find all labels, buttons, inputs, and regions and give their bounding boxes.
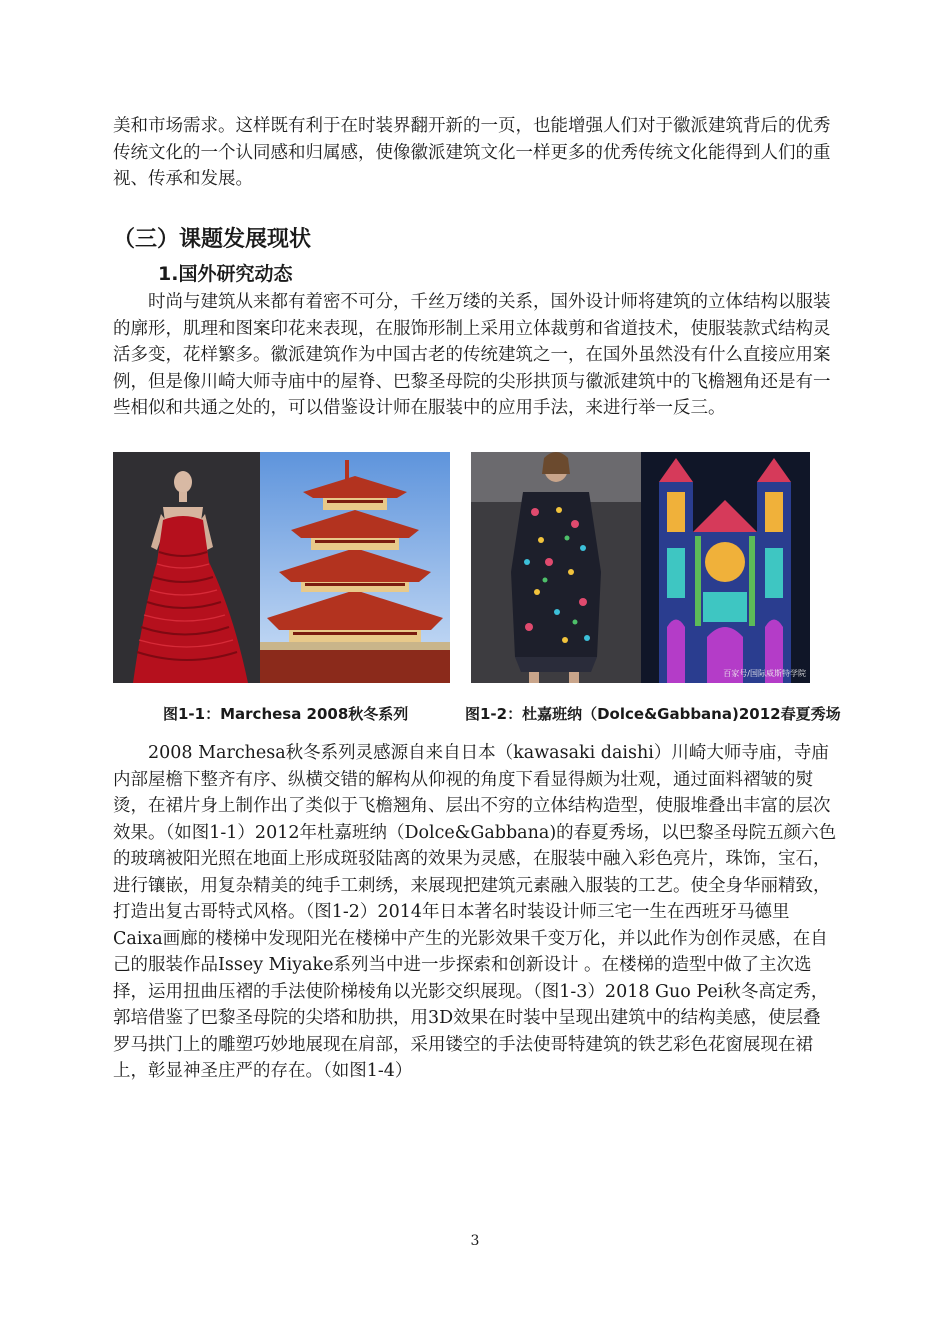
body-paragraph: 2008 Marchesa秋冬系列灵感源自来自日本（kawasaki daishi）川崎大师寺庙，寺庙内部屋檐下整齐有序、纵横交错的解构从仰视的角度下看显得颇为壮观，通过面料褶皱的熨烫，在裙片身上制作出了类似于飞檐翘角、层出不穷的立体结构造型，使服堆叠出丰富的层次效果。（如图1-1）2012年杜嘉班纳（Dolce&Gabbana)的春夏秀场，以巴黎圣母院五颜六色的玻璃被阳光照在地面上形成斑驳陆离的效果为灵感，在服装中融入彩色亮片，珠饰，宝石，进行镶嵌，用复杂精美的纯手工刺绣，来展现把建筑元素融入服装的工艺。使全身华丽精致，打造出复古哥特式风格。（图1-2）2014年日本著名时装设计师三宅一生在西班牙马德里Caixa画廊的楼梯中发现阳光在楼梯中产生的光影效果千变万化，并以此作为创作灵感，在自己的服装作品Issey Miyake系列当中进一步探索和创新设计 。在楼梯的造型中做了主次选择，运用扭曲压褶的手法使阶梯棱角以光影交织展现。（图1-3）2018 Guo Pei秋冬高定秀，郭培借鉴了巴黎圣母院的尖塔和肋拱，用3D效果在时装中呈现出建筑中的结构美感，使层叠罗马拱门上的雕塑巧妙地展现在肩部，采用镂空的手法使哥特建筑的铁艺彩色花窗展现在裙上，彰显神圣庄严的存在。（如图1-4） — [113, 743, 837, 1081]
figure-1-2-caption: 图1-2：杜嘉班纳（Dolce&Gabbana)2012春夏秀场 — [465, 705, 841, 723]
figure-1-1-image — [113, 452, 450, 683]
page-number: 3 — [470, 1233, 480, 1249]
figure-1-2-watermark: 百家号/国际威斯特学院 — [723, 669, 806, 678]
section-heading: （三）课题发展现状 — [113, 227, 312, 252]
section-paragraph: 时尚与建筑从来都有着密不可分，千丝万缕的关系，国外设计师将建筑的立体结构以服装的廓形，肌理和图案印花来表现，在服饰形制上采用立体裁剪和省道技术，使服装款式结构灵活多变，花样繁多。徽派建筑作为中国古老的传统建筑之一，在国外虽然没有什么直接应用案例，但是像川崎大师寺庙中的屋脊、巴黎圣母院的尖形拱顶与徽派建筑中的飞檐翘角还是有一些相似和共通之处的，可以借鉴设计师在服装中的应用手法，来进行举一反三。 — [113, 292, 831, 418]
intro-paragraph: 美和市场需求。这样既有利于在时装界翻开新的一页，也能增强人们对于徽派建筑背后的优秀传统文化的一个认同感和归属感，使像徽派建筑文化一样更多的优秀传统文化能得到人们的重视、传承和发展。 — [113, 116, 831, 189]
figure-1-2-image — [471, 452, 810, 683]
sub-heading: 1.国外研究动态 — [158, 263, 293, 285]
figure-1-1-caption: 图1-1：Marchesa 2008秋冬系列 — [163, 705, 409, 723]
